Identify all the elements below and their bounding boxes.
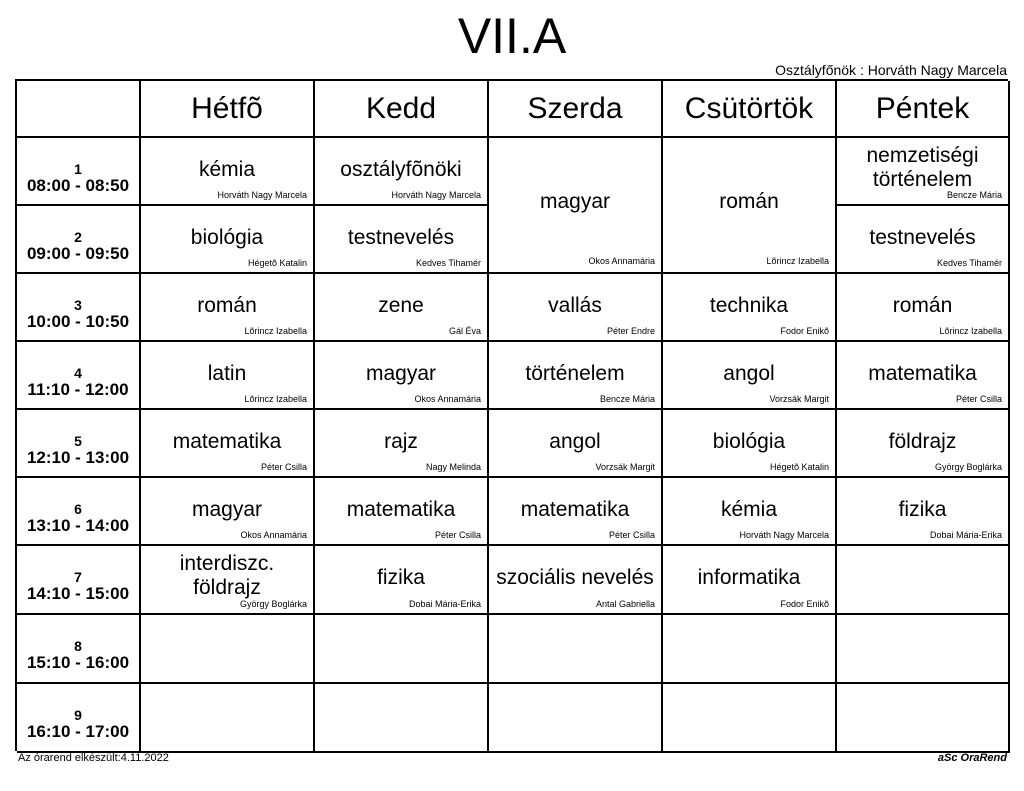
period-number: 4 xyxy=(74,365,82,381)
teacher: Horváth Nagy Marcela xyxy=(217,190,307,200)
empty-cell xyxy=(141,684,315,753)
empty-cell xyxy=(663,684,837,753)
day-header-wed: Szerda xyxy=(489,81,663,138)
day-header-tue: Kedd xyxy=(315,81,489,138)
teacher: Horváth Nagy Marcela xyxy=(391,190,481,200)
lesson-tue-2 xyxy=(315,206,489,274)
lesson-fri-2 xyxy=(837,206,1010,274)
lesson-wed-7 xyxy=(489,546,663,615)
lesson-mon-5 xyxy=(141,410,315,478)
subject: technika xyxy=(709,294,789,317)
period-number: 8 xyxy=(74,638,82,654)
empty-cell xyxy=(141,615,315,684)
empty-cell xyxy=(315,684,489,753)
period-6 xyxy=(17,478,141,546)
day-header-thu: Csütörtök xyxy=(663,81,837,138)
corner-cell xyxy=(17,81,141,138)
day-header-mon: Hétfõ xyxy=(141,81,315,138)
empty-cell xyxy=(837,684,1010,753)
lesson-wed-5 xyxy=(489,410,663,478)
period-time: 16:10 - 17:00 xyxy=(26,722,130,741)
period-number: 2 xyxy=(74,229,82,245)
subject: történelem xyxy=(525,362,625,385)
teacher: Vorzsák Margit xyxy=(595,462,655,472)
teacher: Lõrincz Izabella xyxy=(244,394,307,404)
subject: matematika xyxy=(346,498,456,521)
empty-cell xyxy=(837,546,1010,615)
software-credit: aSc OraRend xyxy=(937,752,1007,764)
teacher: Lõrincz Izabella xyxy=(766,256,829,266)
subject: informatika xyxy=(697,566,801,589)
period-4 xyxy=(17,342,141,410)
lesson-mon-1 xyxy=(141,138,315,206)
lesson-thu-7 xyxy=(663,546,837,615)
teacher: Péter Csilla xyxy=(955,394,1002,404)
lesson-tue-1 xyxy=(315,138,489,206)
lesson-thu-5 xyxy=(663,410,837,478)
subject: rajz xyxy=(384,430,418,453)
lesson-fri-6 xyxy=(837,478,1010,546)
period-number: 6 xyxy=(74,501,82,517)
period-7 xyxy=(17,546,141,615)
subject: matematika xyxy=(868,362,977,385)
subject: román xyxy=(892,294,953,317)
subject: matematika xyxy=(172,430,282,453)
teacher: Fodor Enikõ xyxy=(780,599,829,609)
period-5 xyxy=(17,410,141,478)
teacher: Kedves Tihamér xyxy=(936,258,1002,268)
empty-cell xyxy=(837,615,1010,684)
period-3 xyxy=(17,274,141,342)
period-number: 7 xyxy=(74,569,82,585)
subject: magyar xyxy=(365,362,437,385)
period-number: 1 xyxy=(74,161,82,177)
subject: fizika xyxy=(377,566,425,589)
period-time: 12:10 - 13:00 xyxy=(26,448,130,467)
teacher: Dobai Mária-Erika xyxy=(408,599,481,609)
subject: magyar xyxy=(539,190,611,213)
lesson-mon-3 xyxy=(141,274,315,342)
lesson-wed-6 xyxy=(489,478,663,546)
lesson-tue-3 xyxy=(315,274,489,342)
subject: matematika xyxy=(520,498,630,521)
timetable-grid xyxy=(15,79,1008,751)
subject: vallás xyxy=(548,294,602,317)
lesson-mon-7 xyxy=(141,546,315,615)
subject: román xyxy=(197,294,257,317)
subject: román xyxy=(719,190,779,213)
teacher: Fodor Enikõ xyxy=(780,326,829,336)
period-1 xyxy=(17,138,141,206)
period-time: 13:10 - 14:00 xyxy=(26,516,130,535)
lesson-mon-2 xyxy=(141,206,315,274)
lesson-wed-3 xyxy=(489,274,663,342)
subject: zene xyxy=(378,294,424,317)
lesson-fri-4 xyxy=(837,342,1010,410)
subject: interdiszc. földrajz xyxy=(179,552,275,599)
teacher: Bencze Mária xyxy=(946,190,1002,200)
lesson-thu-4 xyxy=(663,342,837,410)
teacher: Horváth Nagy Marcela xyxy=(739,530,829,540)
subject: kémia xyxy=(720,498,778,521)
teacher: Péter Csilla xyxy=(608,530,655,540)
lesson-fri-1 xyxy=(837,138,1010,206)
subject: biológia xyxy=(712,430,786,453)
lesson-tue-5 xyxy=(315,410,489,478)
lesson-tue-6 xyxy=(315,478,489,546)
subject: szociális nevelés xyxy=(496,566,654,589)
lesson-fri-5 xyxy=(837,410,1010,478)
teacher: György Boglárka xyxy=(239,599,307,609)
subject: testnevelés xyxy=(869,226,976,249)
lesson-thu-6 xyxy=(663,478,837,546)
created-date: Az órarend elkészült:4.11.2022 xyxy=(18,752,169,764)
teacher: Nagy Melinda xyxy=(425,462,481,472)
subject: angol xyxy=(549,430,601,453)
teacher: Lõrincz Izabella xyxy=(939,326,1002,336)
period-time: 14:10 - 15:00 xyxy=(26,584,130,603)
day-header-fri: Péntek xyxy=(837,81,1010,138)
period-number: 9 xyxy=(74,707,82,723)
period-number: 3 xyxy=(74,297,82,313)
subject: latin xyxy=(207,362,247,385)
lesson-fri-3 xyxy=(837,274,1010,342)
period-9 xyxy=(17,684,141,753)
lesson-tue-7 xyxy=(315,546,489,615)
empty-cell xyxy=(663,615,837,684)
teacher: Kedves Tihamér xyxy=(415,258,481,268)
period-2 xyxy=(17,206,141,274)
lesson-mon-6 xyxy=(141,478,315,546)
head-teacher: Osztályfőnök : Horváth Nagy Marcela xyxy=(775,62,1007,78)
empty-cell xyxy=(489,615,663,684)
lesson-wed-4 xyxy=(489,342,663,410)
teacher: Dobai Mária-Erika xyxy=(929,530,1002,540)
teacher: Bencze Mária xyxy=(599,394,655,404)
subject: földrajz xyxy=(888,430,957,453)
subject: fizika xyxy=(898,498,947,521)
teacher: Hégetõ Katalin xyxy=(247,258,307,268)
subject: testnevelés xyxy=(347,226,455,249)
subject: biológia xyxy=(190,226,264,249)
lesson-thu-3 xyxy=(663,274,837,342)
subject: magyar xyxy=(191,498,263,521)
teacher: Okos Annamária xyxy=(414,394,481,404)
lesson-thu-1-2 xyxy=(663,138,837,274)
period-time: 11:10 - 12:00 xyxy=(27,380,129,399)
subject: kémia xyxy=(198,158,256,181)
teacher: Antal Gabriella xyxy=(595,599,655,609)
class-title: VII.A xyxy=(457,8,567,64)
teacher: Péter Endre xyxy=(606,326,655,336)
empty-cell xyxy=(315,615,489,684)
lesson-wed-1-2 xyxy=(489,138,663,274)
period-time: 10:00 - 10:50 xyxy=(26,312,130,331)
teacher: Gál Éva xyxy=(448,326,481,336)
period-8 xyxy=(17,615,141,684)
subject: osztályfõnöki xyxy=(340,158,462,181)
period-number: 5 xyxy=(74,433,82,449)
subject: nemzetiségi történelem xyxy=(866,144,979,191)
period-time: 15:10 - 16:00 xyxy=(26,653,130,672)
teacher: Vorzsák Margit xyxy=(769,394,829,404)
period-time: 08:00 - 08:50 xyxy=(26,176,130,195)
teacher: Okos Annamária xyxy=(240,530,307,540)
period-time: 09:00 - 09:50 xyxy=(26,244,130,263)
teacher: György Boglárka xyxy=(934,462,1002,472)
teacher: Péter Csilla xyxy=(434,530,481,540)
subject: angol xyxy=(723,362,775,385)
teacher: Péter Csilla xyxy=(260,462,307,472)
lesson-tue-4 xyxy=(315,342,489,410)
lesson-mon-4 xyxy=(141,342,315,410)
teacher: Hégetõ Katalin xyxy=(769,462,829,472)
teacher: Okos Annamária xyxy=(588,256,655,266)
empty-cell xyxy=(489,684,663,753)
teacher: Lõrincz Izabella xyxy=(244,326,307,336)
